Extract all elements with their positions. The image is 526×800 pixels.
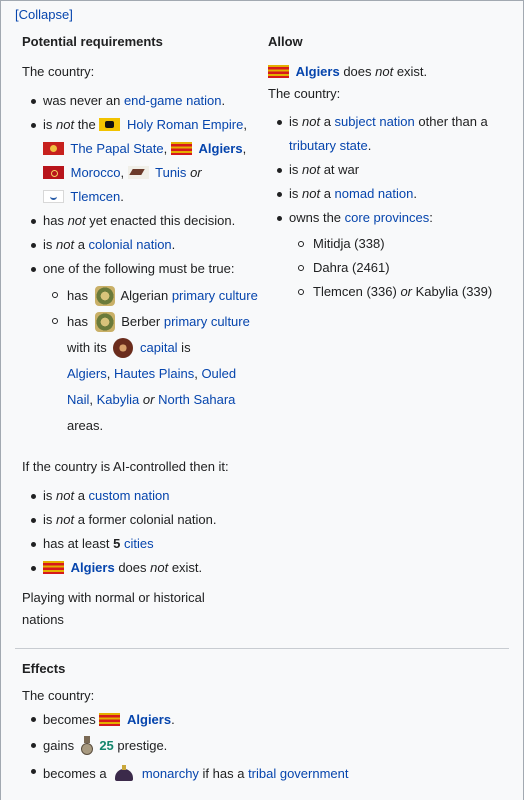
list-item: Tlemcen (336) or Kabylia (339) — [289, 280, 518, 304]
tunis-link[interactable]: Tunis — [155, 165, 187, 180]
prestige-icon — [81, 736, 93, 756]
culture-icon — [95, 312, 115, 332]
culture-options-list — [43, 283, 258, 439]
algiers-flag-icon — [99, 713, 120, 726]
custom-nation-link[interactable]: custom nation — [88, 488, 170, 503]
effects-section — [22, 661, 502, 789]
list-item: is not at war — [268, 158, 518, 182]
culture-icon — [95, 286, 115, 306]
hre-link[interactable]: Holy Roman Empire — [127, 117, 244, 132]
ai-controlled-intro: If the country is AI-controlled then it: — [22, 459, 229, 474]
potential-requirements-heading: Potential requirements — [22, 34, 163, 49]
capital-icon — [113, 338, 133, 358]
kabylia-link[interactable]: Kabylia — [96, 392, 140, 407]
ai-requirements-list — [22, 484, 258, 580]
hre-flag-icon — [99, 118, 120, 131]
tlemcen-flag-icon — [43, 190, 64, 203]
subject-nation-link[interactable]: subject nation — [334, 114, 415, 129]
crown-icon — [113, 764, 135, 784]
list-item: is not a subject nation other than a tributary state. — [268, 110, 518, 158]
primary-culture-link[interactable]: primary culture — [171, 288, 258, 303]
ouled-nail-link[interactable]: Ouled Nail — [67, 366, 237, 407]
normal-nations-note: Playing with normal or historical nations — [22, 590, 205, 627]
cities-count: 5 — [113, 536, 121, 551]
capital-link[interactable]: capital — [139, 340, 178, 355]
end-game-nation-link[interactable]: end-game nation — [123, 93, 222, 108]
algiers-flag-icon — [268, 65, 289, 78]
list-item: is not a nomad nation. — [268, 182, 518, 206]
list-item: has Algerian primary culture — [43, 283, 258, 309]
divider — [15, 648, 509, 649]
effects-list — [22, 707, 502, 789]
allow-list — [268, 110, 518, 304]
tribal-government-link[interactable]: tribal government — [248, 766, 349, 781]
list-item: Mitidja (338) — [289, 232, 518, 256]
list-item: Algiers does not exist. — [22, 556, 258, 580]
tributary-state-link[interactable]: tributary state — [289, 138, 368, 153]
list-item: has not yet enacted this decision. — [22, 209, 258, 233]
algiers-flag-icon — [171, 142, 192, 155]
core-provinces-link[interactable]: core provinces — [344, 210, 430, 225]
collapse-link[interactable]: [Collapse] — [15, 7, 73, 22]
requirements-list — [22, 89, 258, 439]
list-item: Dahra (2461) — [289, 256, 518, 280]
list-item: is not a colonial nation. — [22, 233, 258, 257]
algiers-link[interactable]: Algiers — [295, 64, 340, 79]
algiers-flag-icon — [43, 561, 64, 574]
country-intro: The country: — [22, 64, 95, 79]
allow-heading: Allow — [268, 34, 303, 49]
algiers-not-exist: Algiers does not exist. — [268, 64, 427, 79]
primary-culture-link[interactable]: primary culture — [163, 314, 250, 329]
algiers-link[interactable]: Algiers — [70, 560, 115, 575]
effects-heading: Effects — [22, 661, 66, 676]
nomad-nation-link[interactable]: nomad nation — [334, 186, 414, 201]
list-item: gains 25 prestige. — [22, 733, 502, 759]
morocco-link[interactable]: Morocco — [70, 165, 121, 180]
cities-link[interactable]: cities — [123, 536, 154, 551]
list-item: has Berber primary culture with its capital is Algiers, Hautes Plains, Ouled Nail, Kabylia or North Sahara areas. — [43, 309, 258, 439]
country-intro: The country: — [268, 86, 341, 101]
prestige-amount: 25 — [99, 738, 114, 753]
list-item: has at least 5 cities — [22, 532, 258, 556]
papal-state-flag-icon — [43, 142, 64, 155]
list-item: owns the core provinces: Mitidja (338) Dahra (2461) Tlemcen (336) or Kabylia (339) — [268, 206, 518, 304]
tlemcen-link[interactable]: Tlemcen — [70, 189, 121, 204]
north-sahara-link[interactable]: North Sahara — [158, 392, 236, 407]
morocco-flag-icon — [43, 166, 64, 179]
provinces-list — [289, 232, 518, 304]
list-item: was never an end-game nation. — [22, 89, 258, 113]
list-item: is not the Holy Roman Empire, The Papal State, Algiers, Morocco, Tunis or Tlemcen. — [22, 113, 258, 209]
algiers-link[interactable]: Algiers — [127, 712, 172, 727]
list-item: is not a custom nation — [22, 484, 258, 508]
list-item: becomes Algiers. — [22, 707, 502, 733]
monarchy-link[interactable]: monarchy — [141, 766, 199, 781]
hautes-plains-link[interactable]: Hautes Plains — [113, 366, 195, 381]
list-item: is not a former colonial nation. — [22, 508, 258, 532]
colonial-nation-link[interactable]: colonial nation — [88, 237, 172, 252]
algiers-area-link[interactable]: Algiers — [67, 366, 107, 381]
list-item: becomes a monarchy if has a tribal government — [22, 759, 502, 789]
list-item: one of the following must be true: has Algerian primary culture has Berber primary culture with its capital is Algiers, Hautes Plains, Ouled Nail, Kabylia or North Sahara areas. — [22, 257, 258, 439]
country-intro: The country: — [22, 688, 95, 703]
papal-state-link[interactable]: The Papal State — [70, 141, 164, 156]
algiers-link[interactable]: Algiers — [198, 141, 243, 156]
tunis-flag-icon — [128, 166, 149, 179]
